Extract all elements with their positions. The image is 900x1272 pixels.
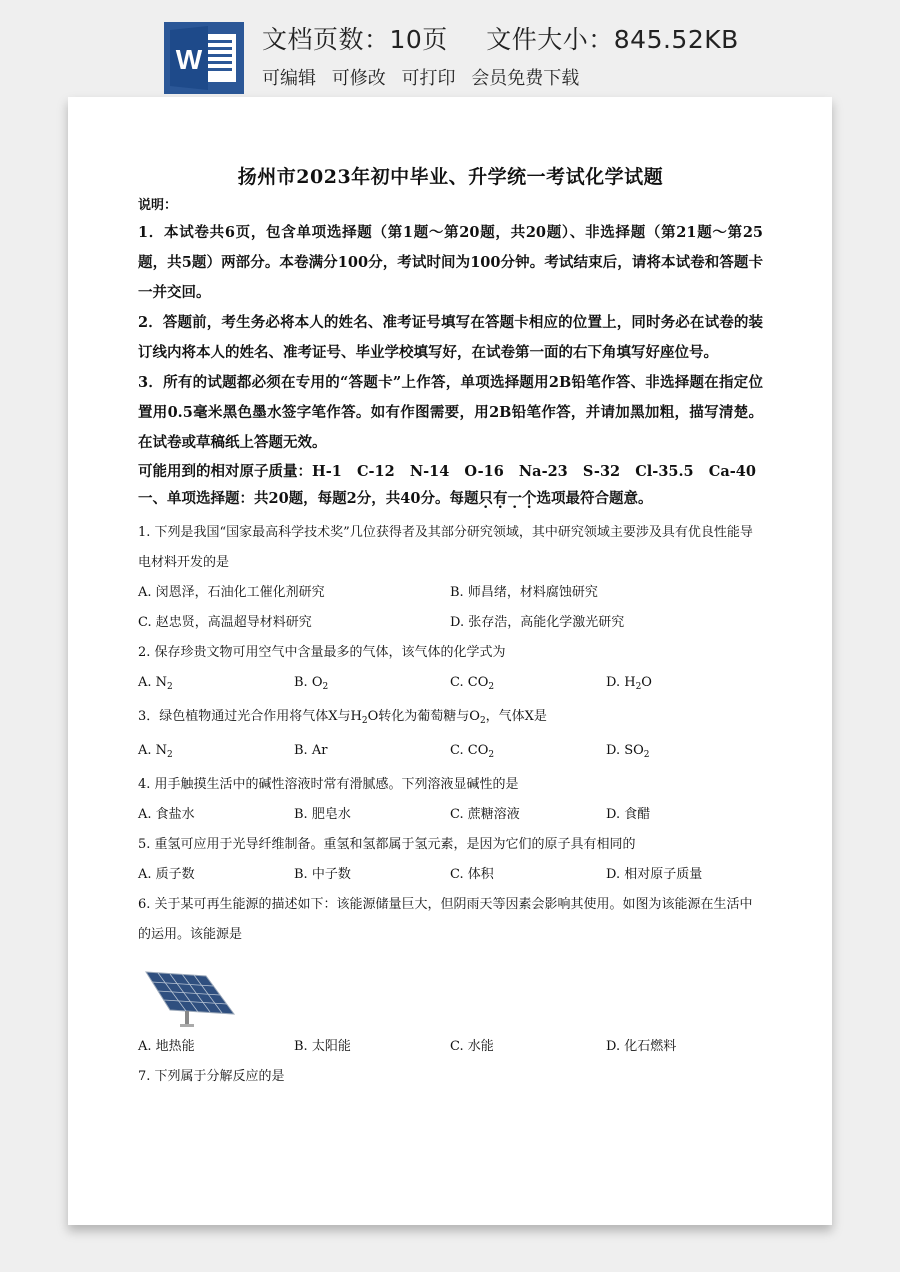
option-c: C. 水能 [450,1039,494,1054]
exam-title: 扬州市2023年初中毕业、升学统一考试化学试题 [237,166,664,188]
page-content [138,162,763,1092]
option-b: B. Ar [294,743,328,758]
instruction-3: 3．所有的试题都必须在专用的“答题卡”上作答，单项选择题用2B铅笔作答、非选择题在指定位置用0.5毫米黑色墨水签字笔作答。如有作图需要，用2B铅笔作答，并请加黑加粗，描写清楚。在试卷或草稿纸上答题无效。 [138,374,763,451]
option-c: C. $CO_2$ [450,743,495,760]
option-b: B. 太阳能 [294,1039,351,1054]
word-icon-letter: W [175,44,203,75]
option-b: B. 中子数 [294,867,351,882]
feature-modifiable: 可修改 [331,68,386,89]
feature-member-download: 会员免费下载 [471,68,580,89]
solar-panel-image [140,966,236,1030]
word-doc-icon [164,22,244,94]
question-2: 2. 保存珍贵文物可用空气中含量最多的气体，该气体的化学式为 [138,645,506,660]
section-heading: 一、单项选择题：共20题，每题2分，共40分。每题只有一个选项最符合题意。 [138,490,653,507]
question-6-options [138,1032,763,1062]
option-c: C. 赵忠贤，高温超导材料研究 [138,615,312,630]
option-c: C. 体积 [450,867,494,882]
question-7: 7. 下列属于分解反应的是 [138,1069,285,1084]
instruction-2: 2．答题前，考生务必将本人的姓名、准考证号填写在答题卡相应的位置上，同时务必在试卷的装订线内将本人的姓名、准考证号、毕业学校填写好，在试卷第一面的右下角填写好座位号。 [138,314,763,361]
question-6: 6. 关于某可再生能源的描述如下：该能源储量巨大，但阴雨天等因素会影响其使用。如图为该能源在生活中的运用。该能源是 [138,897,753,942]
question-3-options [138,736,763,770]
document-page [68,97,832,1225]
option-b: B. 师昌绪，材料腐蚀研究 [450,585,598,600]
question-1-options-2 [138,608,763,638]
question-4: 4. 用手触摸生活中的碱性溶液时常有滑腻感。下列溶液显碱性的是 [138,777,519,792]
option-a: A. $N_2$ [138,675,173,692]
option-b: B. $O_2$ [294,675,329,692]
option-d: D. $H_2O$ [606,675,652,692]
question-1: 1. 下列是我国“国家最高科学技术奖”几位获得者及其部分研究领域，其中研究领域主要涉及具有优良性能导电材料开发的是 [138,525,753,570]
option-a: A. 闵恩泽，石油化工催化剂研究 [138,585,325,600]
document-meta [262,20,739,90]
option-d: D. 化石燃料 [606,1039,677,1054]
atomic-masses: 可能用到的相对原子质量：H-1 C-12 N-14 O-16 Na-23 S-32 Cl-35.5 Ca-40 [138,463,756,480]
page-count-label: 文档页数：10页 [262,25,448,54]
note-label: 说明： [138,198,178,213]
question-2-options [138,668,763,702]
option-c: C. $CO_2$ [450,675,495,692]
option-a: A. 地热能 [138,1039,195,1054]
question-5: 5. 重氢可应用于光导纤维制备。重氢和氢都属于氢元素，是因为它们的原子具有相同的 [138,837,636,852]
question-1-options [138,578,763,608]
question-4-options [138,800,763,830]
option-d: D. 相对原子质量 [606,867,703,882]
option-a: A. 食盐水 [138,807,195,822]
option-b: B. 肥皂水 [294,807,351,822]
option-d: D. $SO_2$ [606,743,650,760]
option-d: D. 食醋 [606,807,651,822]
feature-printable: 可打印 [401,68,456,89]
option-a: A. $N_2$ [138,743,173,760]
question-3: 3．绿色植物通过光合作用将气体X与$H_2O$转化为葡萄糖与$O_2$，气体X是 [138,709,547,726]
option-d: D. 张存浩，高能化学激光研究 [450,615,625,630]
option-a: A. 质子数 [138,867,195,882]
feature-editable: 可编辑 [262,68,316,89]
file-size-label: 文件大小：845.52KB [486,25,739,54]
question-5-options [138,860,763,890]
option-c: C. 蔗糖溶液 [450,807,520,822]
document-banner [0,0,900,96]
instruction-1: 1．本试卷共6页，包含单项选择题（第1题～第20题，共20题）、非选择题（第21题～第25题，共5题）两部分。本卷满分100分，考试时间为100分钟。考试结束后，请将本试卷和答题卡一并交回。 [138,224,763,301]
